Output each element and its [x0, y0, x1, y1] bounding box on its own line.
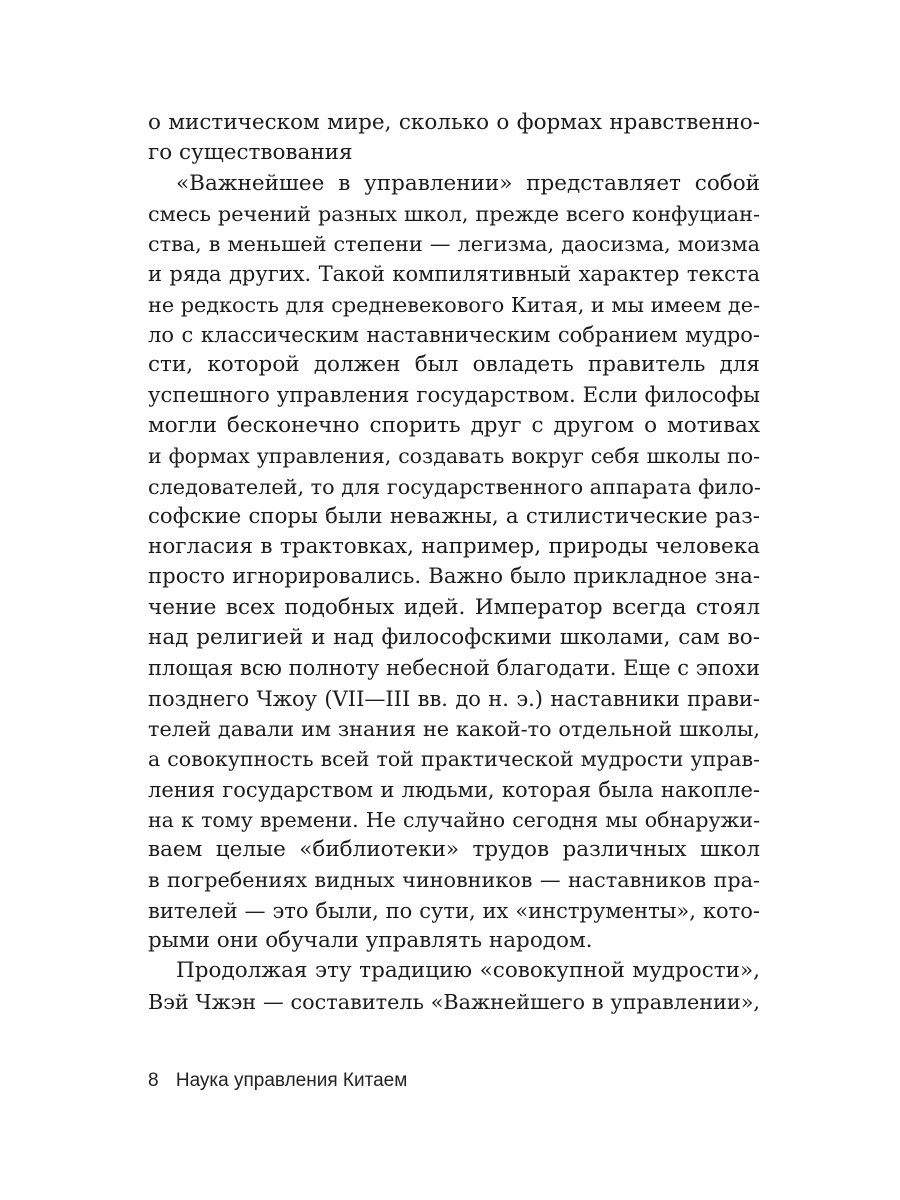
text-line: ления государством и людьми, которая была накопле- [148, 777, 760, 802]
text-line: и формах управления, создавать вокруг себя школы по- [148, 444, 760, 469]
text-line: на к тому времени. Не случайно сегодня мы обнаружи- [148, 807, 760, 832]
body-text [148, 108, 760, 1017]
text-line: телей давали им знания не какой-то отдельной школы, [148, 716, 760, 741]
text-line: успешного управления государством. Если философы [148, 382, 760, 408]
text-line: не редкость для средневекового Китая, и мы имеем де- [148, 292, 760, 317]
text-line: смесь речений разных школ, прежде всего конфуциан- [148, 201, 760, 226]
text-line: ногласия в трактовках, например, природы человека [148, 534, 760, 560]
text-line: могли бесконечно спорить друг с другом о мотивах [148, 412, 760, 438]
text-line: позднего Чжоу (VII—III вв. до н. э.) наставники прави- [148, 686, 760, 711]
text-line: в погребениях видных чиновников — наставников пра- [148, 868, 760, 893]
text-line: и ряда других. Такой компилятивный характер текста [148, 262, 760, 287]
text-line: Вэй Чжэн — составитель «Важнейшего в управлении», [148, 989, 760, 1014]
text-line: ства, в меньшей степени — легизма, даосизма, моизма [148, 232, 760, 257]
text-line: Продолжая эту традицию «совокупной мудрости», [176, 958, 760, 984]
text-line: площая всю полноту небесной благодати. Еще с эпохи [148, 656, 760, 681]
text-line: над религией и над философскими школами, сам во- [148, 625, 760, 651]
text-line: «Важнейшее в управлении» представляет собой [176, 170, 760, 196]
running-title: Наука управления Китаем [175, 1070, 408, 1091]
text-line: чение всех подобных идей. Император всегда стоял [148, 594, 760, 620]
text-line: вителей — это были, по сути, их «инструменты», кото- [148, 898, 760, 923]
text-line: ваем целые «библиотеки» трудов различных школ [148, 837, 760, 863]
text-line: ло с классическим наставническим собранием мудро- [148, 323, 760, 348]
page-footer [148, 1070, 407, 1092]
text-line: о мистическом мире, сколько о формах нравственно- [148, 110, 760, 135]
text-line: софские споры были неважны, а стилистические раз- [148, 503, 760, 529]
text-line: следователей, то для государственного аппарата фило- [148, 474, 761, 499]
text-line: просто игнорировались. Важно было прикладное зна- [148, 564, 760, 590]
text-line: рыми они обучали управлять народом. [148, 928, 593, 954]
text-line: сти, которой должен был овладеть правитель для [148, 352, 760, 378]
page-number: 8 [148, 1070, 159, 1091]
text-line: а совокупность всей той практической мудрости управ- [148, 747, 760, 772]
text-line: го существования [148, 140, 353, 166]
